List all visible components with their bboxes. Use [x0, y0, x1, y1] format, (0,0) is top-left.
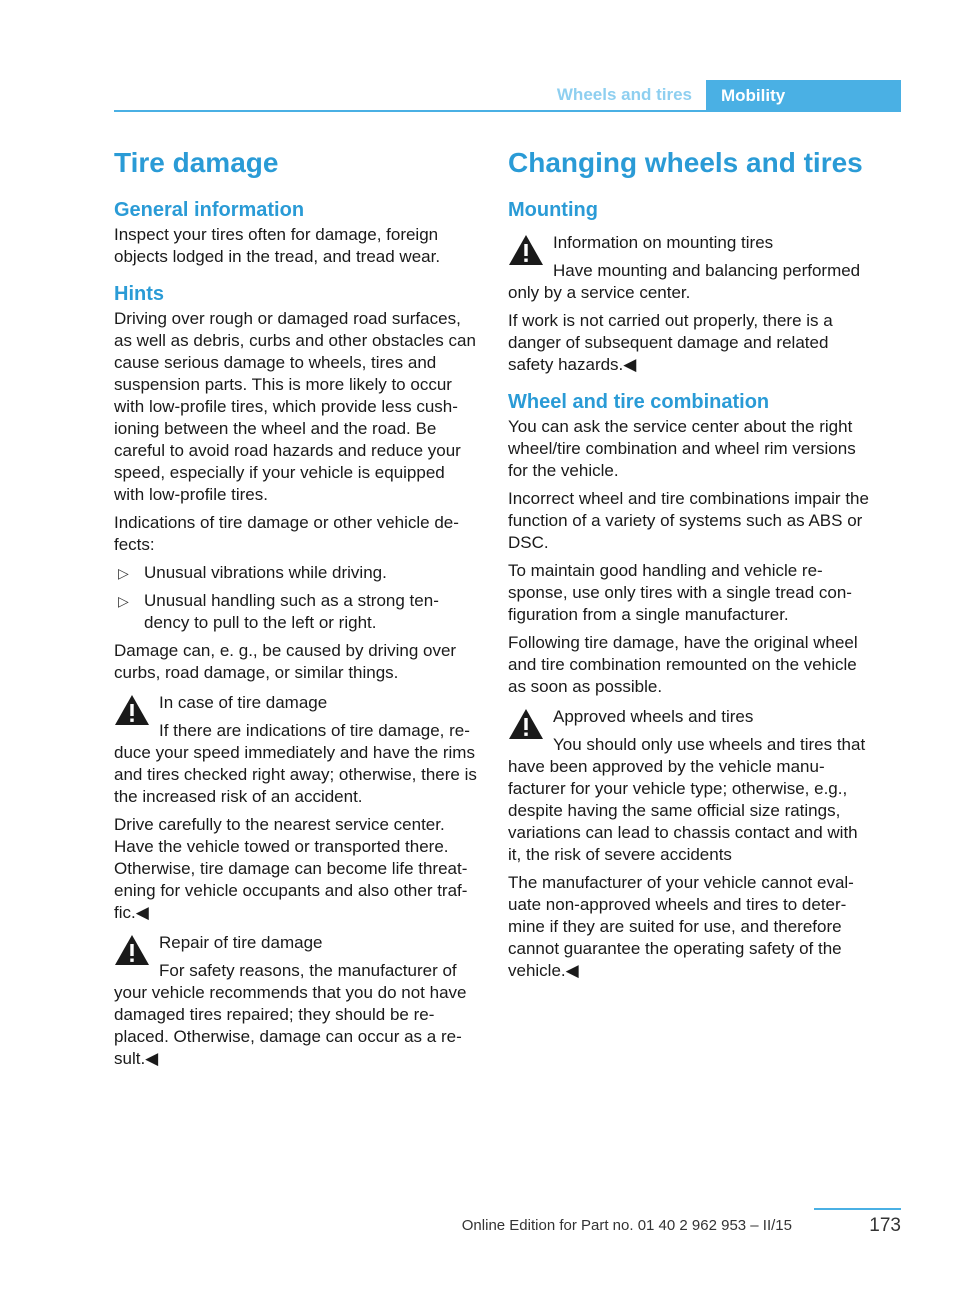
warning-triangle-icon	[508, 708, 544, 740]
triangle-bullet-icon: ▷	[118, 593, 129, 609]
general-information-heading: General information	[114, 199, 305, 221]
general-information-text: Inspect your tires often for damage, foreign objects lodged in the tread, and tread wear.	[114, 225, 441, 266]
warning-approved-wheels	[508, 706, 872, 866]
warning-triangle-icon	[114, 934, 150, 966]
warning-title: In case of tire damage	[159, 693, 328, 712]
indications-list	[114, 562, 478, 634]
warning-body: For safety reasons, the manufacturer of your vehicle recommends that you do not have damaged tires repaired; they should be re-placed. Otherwise, damage can occur as a re-sult.◀	[114, 961, 467, 1068]
warning-repair	[114, 932, 478, 1070]
triangle-bullet-icon: ▷	[118, 565, 129, 581]
combination-text-2: Incorrect wheel and tire combinations impair the function of a variety of systems such as ABS or DSC.	[508, 489, 869, 552]
warning-body: Have mounting and balancing performed only by a service center.	[508, 261, 861, 302]
warning-body: If there are indications of tire damage, re-duce your speed immediately and have the rims and tires checked right away; otherwise, there is the increased risk of an accident.	[114, 721, 477, 806]
changing-wheels-title: Changing wheels and tires	[508, 147, 863, 178]
drive-carefully-text: Drive carefully to the nearest service center. Have the vehicle towed or transported there. Otherwise, tire damage can become life threat-ening for vehicle occupants and also other traf-fic.◀	[114, 815, 468, 922]
indications-text: Indications of tire damage or other vehicle de-fects:	[114, 513, 459, 554]
combination-text-3: To maintain good handling and vehicle re-sponse, use only tires with a single tread con-figuration from a single manufacturer.	[508, 561, 852, 624]
warning-mounting	[508, 232, 872, 304]
combination-text-1: You can ask the service center about the right wheel/tire combination and wheel rim versions for the vehicle.	[508, 417, 856, 480]
header-chapter-tab: Mobility	[706, 80, 901, 111]
left-column	[114, 140, 478, 1076]
hints-text: Driving over rough or damaged road surfaces, as well as debris, curbs and other obstacles can cause serious damage to wheels, tires and suspension parts. This is more likely to occur with low-profile tires, which provide less cush-ioning between the wheel and the road. Be careful to avoid road hazards and reduce your speed, especially if your vehicle is equipped with low-profile tires.	[114, 309, 476, 504]
warning-title: Information on mounting tires	[553, 233, 774, 252]
manufacturer-text: The manufacturer of your vehicle cannot eval-uate non-approved wheels and tires to deter-mine if they are suited for use, and therefore cannot guarantee the operating safety of the vehicle.◀	[508, 873, 854, 980]
footer-rule	[814, 1208, 901, 1210]
warning-triangle-icon	[114, 694, 150, 726]
warning-title: Repair of tire damage	[159, 933, 323, 952]
mounting-heading: Mounting	[508, 199, 598, 221]
list-item: ▷ Unusual handling such as a strong ten-dency to pull to the left or right.	[118, 591, 439, 632]
list-item: ▷ Unusual vibrations while driving.	[118, 563, 387, 582]
footer-edition: Online Edition for Part no. 01 40 2 962 953 – II/15	[461, 1217, 792, 1234]
warning-triangle-icon	[508, 234, 544, 266]
right-column	[508, 140, 872, 988]
tire-damage-title: Tire damage	[114, 147, 279, 178]
combination-text-4: Following tire damage, have the original wheel and tire combination remounted on the vehicle as soon as possible.	[508, 633, 858, 696]
wheel-tire-combination-heading: Wheel and tire combination	[508, 391, 770, 413]
warning-title: Approved wheels and tires	[553, 707, 754, 726]
mounting-text: If work is not carried out properly, there is a danger of subsequent damage and related safety hazards.◀	[508, 311, 833, 374]
damage-causes-text: Damage can, e. g., be caused by driving over curbs, road damage, or similar things.	[114, 641, 457, 682]
page-number: 173	[869, 1215, 901, 1236]
warning-body: You should only use wheels and tires that have been approved by the vehicle manu-facturer for your vehicle type; otherwise, e.g., despite having the same official size ratings, variations can lead to chassis contact and with it, the risk of severe accidents	[508, 735, 866, 864]
warning-tire-damage	[114, 692, 478, 808]
header-section-title: Wheels and tires	[556, 85, 692, 104]
hints-heading: Hints	[114, 283, 164, 305]
